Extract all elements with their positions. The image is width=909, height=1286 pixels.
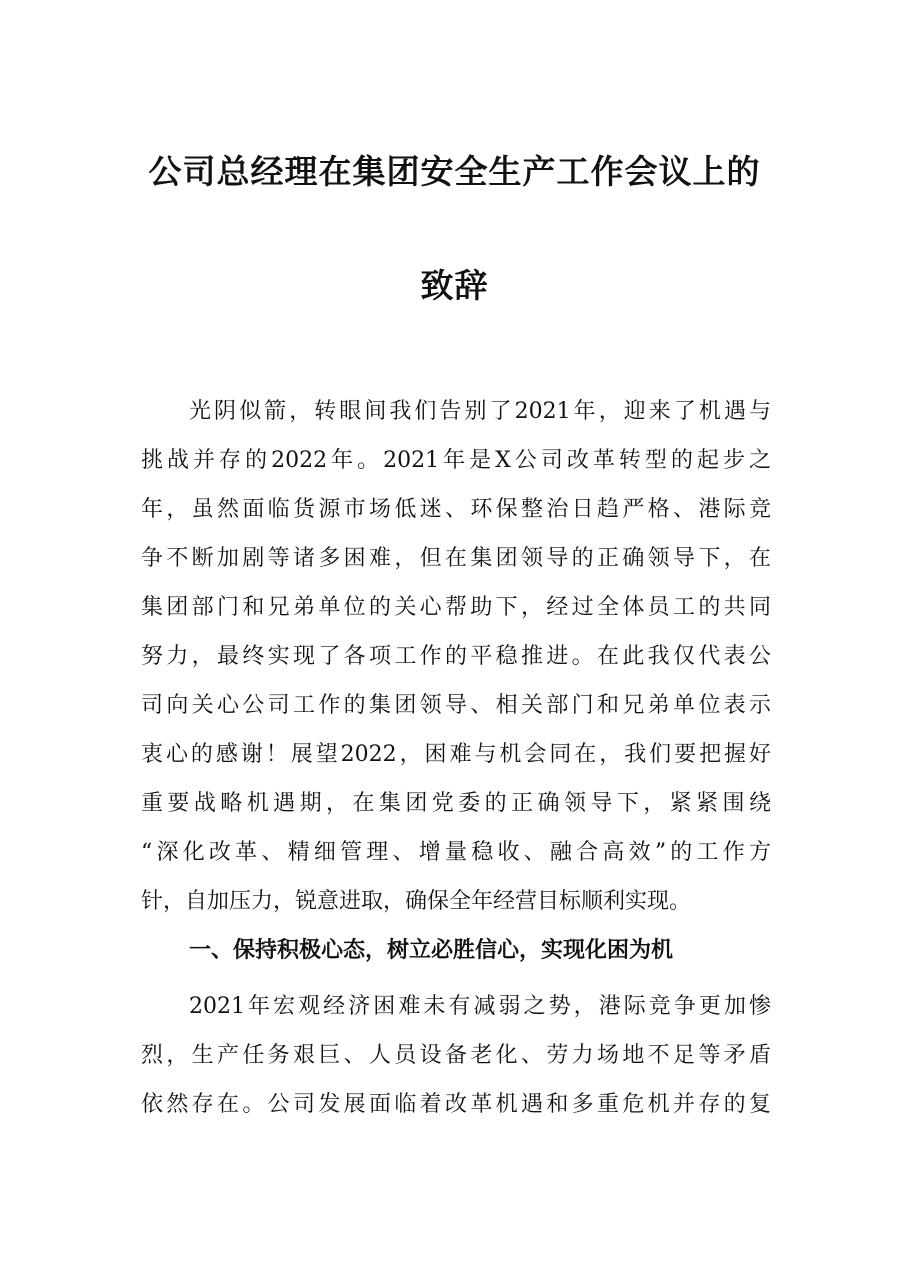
paragraph-1-line: 努力，最终实现了各项工作的平稳推进。在此我仅代表公	[141, 644, 771, 669]
paragraph-1-line: 司向关心公司工作的集团领导、相关部门和兄弟单位表示	[141, 693, 771, 718]
paragraph-1-line: 集团部门和兄弟单位的关心帮助下，经过全体员工的共同	[141, 595, 771, 620]
paragraph-1-line: 重要战略机遇期，在集团党委的正确领导下，紧紧围绕	[141, 791, 771, 816]
paragraph-1-line: “深化改革、精细管理、增量稳收、融合高效”的工作方	[141, 840, 771, 865]
paragraph-2-line: 烈，生产任务艰巨、人员设备老化、劳力场地不足等矛盾	[141, 1043, 771, 1068]
paragraph-2-line: 依然存在。公司发展面临着改革机遇和多重危机并存的复	[141, 1092, 771, 1117]
paragraph-1-line: 衷心的感谢！展望2022，困难与机会同在，我们要把握好	[141, 742, 771, 767]
document-title-line-2: 致辞	[420, 266, 489, 305]
paragraph-1-line: 挑战并存的2022年。2021年是X公司改革转型的起步之	[141, 448, 771, 473]
section-heading-1: 一、保持积极心态，树立必胜信心，实现化困为机	[189, 938, 674, 963]
paragraph-1-line: 年，虽然面临货源市场低迷、环保整治日趋严格、港际竞	[141, 497, 771, 522]
paragraph-1-line: 光阴似箭，转眼间我们告别了2021年，迎来了机遇与	[189, 399, 771, 424]
document-title-line-1: 公司总经理在集团安全生产工作会议上的	[148, 152, 761, 191]
paragraph-1-line: 针，自加压力，锐意进取，确保全年经营目标顺利实现。	[141, 889, 692, 914]
paragraph-1-line: 争不断加剧等诸多困难，但在集团领导的正确领导下，在	[141, 546, 771, 571]
paragraph-2-line: 2021年宏观经济困难未有减弱之势，港际竞争更加惨	[189, 994, 771, 1019]
